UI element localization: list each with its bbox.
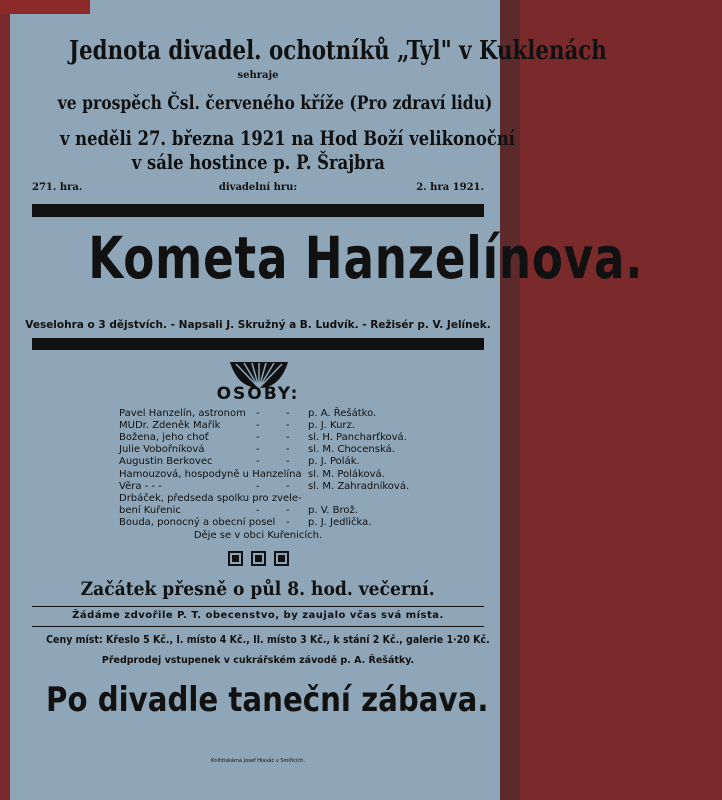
cast-actor: sl. H. Pancharťková. bbox=[308, 432, 407, 444]
square-ornament-icon bbox=[274, 551, 289, 566]
square-ornaments bbox=[10, 551, 506, 570]
play-number-left: 271. hra. bbox=[32, 182, 83, 193]
prices-text: Ceny míst: Křeslo 5 Kč., I. místo 4 Kč., II. místo 3 Kč., k stání 2 Kč., galerie 1·20 Kč. bbox=[46, 633, 490, 646]
cast-role: bení Kuřenic bbox=[119, 504, 181, 516]
cast-role: Hamouzová, hospodyně u Hanzelína bbox=[119, 468, 302, 480]
dance-text: Po divadle taneční zábava. bbox=[46, 680, 489, 720]
cast-dash: - bbox=[286, 420, 290, 432]
organizer-text: Jednota divadel. ochotníků „Tyl" v Kuklenách bbox=[69, 36, 607, 66]
cast-dash: - bbox=[256, 432, 260, 444]
poster bbox=[10, 0, 644, 800]
cast-actor: p. J. Kurz. bbox=[308, 420, 355, 432]
square-ornament-icon bbox=[251, 551, 266, 566]
sehraje-text: sehraje bbox=[237, 70, 279, 81]
dance-line bbox=[10, 680, 506, 720]
cast-dash: - bbox=[286, 456, 290, 468]
cast-role: Julie Vobořníková bbox=[119, 444, 205, 456]
cast-dash: - bbox=[256, 420, 260, 432]
cast-role: Augustin Berkovec bbox=[119, 456, 213, 468]
cast-actor: sl. M. Chocenská. bbox=[308, 444, 395, 456]
setting-text: Děje se v obci Kuřenicích. bbox=[193, 530, 323, 541]
cast-role: Věra - - - bbox=[119, 480, 162, 492]
printer-credit: Knihtiskárna Josef Hlaváč v Smiřicích. bbox=[211, 758, 305, 764]
play-number-right: 2. hra 1921. bbox=[416, 182, 484, 193]
cast-role: MUDr. Zdeněk Mařík bbox=[119, 420, 221, 432]
start-time-line bbox=[10, 578, 506, 600]
organizer-line bbox=[10, 36, 607, 66]
cast-dash: - bbox=[286, 408, 290, 419]
play-subtitle: Veselohra o 3 dějstvích. - Napsali J. Skružný a B. Ludvík. - Režisér p. V. Jelínek. bbox=[25, 319, 491, 331]
cast-actor: p. J. Jedlička. bbox=[308, 516, 372, 528]
cast-dash: - bbox=[256, 480, 260, 492]
presale-text: Předprodej vstupenek v cukrářském závodě p. A. Řešátky. bbox=[101, 655, 415, 666]
cast-dash: - bbox=[256, 408, 260, 419]
square-ornament-icon bbox=[228, 551, 243, 566]
cast-dash: - bbox=[286, 516, 290, 528]
cast-dash: - bbox=[286, 432, 290, 444]
benefit-line bbox=[10, 92, 506, 114]
cast-dash: - bbox=[286, 444, 290, 456]
cast-role: Drbáček, předseda spolku pro zvele- bbox=[119, 492, 302, 504]
cast-dash: - bbox=[256, 504, 260, 516]
cast-heading: OSOBY: bbox=[216, 384, 300, 404]
date-line bbox=[10, 126, 515, 150]
start-time-text: Začátek přesně o půl 8. hod. večerní. bbox=[80, 578, 436, 600]
cast-actor: sl. M. Zahradníková. bbox=[308, 480, 410, 492]
benefit-text: ve prospěch Čsl. červeného kříže (Pro zdraví lidu) bbox=[57, 92, 493, 114]
cast-dash: - bbox=[256, 456, 260, 468]
cast-actor: sl. M. Poláková. bbox=[308, 468, 385, 480]
request-text: Žádáme zdvořile P. T. obecenstvo, by zaujalo včas svá místa. bbox=[72, 610, 444, 621]
cast-role: Pavel Hanzelín, astronom bbox=[119, 408, 246, 419]
rule-1 bbox=[32, 606, 484, 607]
top-divider bbox=[32, 204, 484, 217]
cast-role: Bouda, ponocný a obecní posel bbox=[119, 516, 276, 528]
cast-actor: p. J. Polák. bbox=[308, 456, 360, 468]
date-text: v neděli 27. března 1921 na Hod Boží velikonoční bbox=[59, 126, 515, 150]
play-title-line bbox=[10, 224, 644, 292]
play-title: Kometa Hanzelínova. bbox=[88, 224, 644, 292]
cast-actor: p. V. Brož. bbox=[308, 504, 358, 516]
torn-corner bbox=[0, 0, 90, 14]
venue-text: v sále hostince p. P. Šrajbra bbox=[131, 150, 385, 174]
cast-dash: - bbox=[256, 444, 260, 456]
play-label: divadelní hru: bbox=[218, 182, 298, 193]
bottom-divider bbox=[32, 338, 484, 350]
rule-2 bbox=[32, 626, 484, 627]
venue-line bbox=[10, 150, 506, 174]
prices-line bbox=[10, 633, 506, 646]
cast-role: Božena, jeho choť bbox=[119, 432, 209, 444]
cast-dash: - bbox=[286, 480, 290, 492]
cast-dash: - bbox=[286, 504, 290, 516]
cast-actor: p. A. Řešátko. bbox=[308, 408, 377, 419]
